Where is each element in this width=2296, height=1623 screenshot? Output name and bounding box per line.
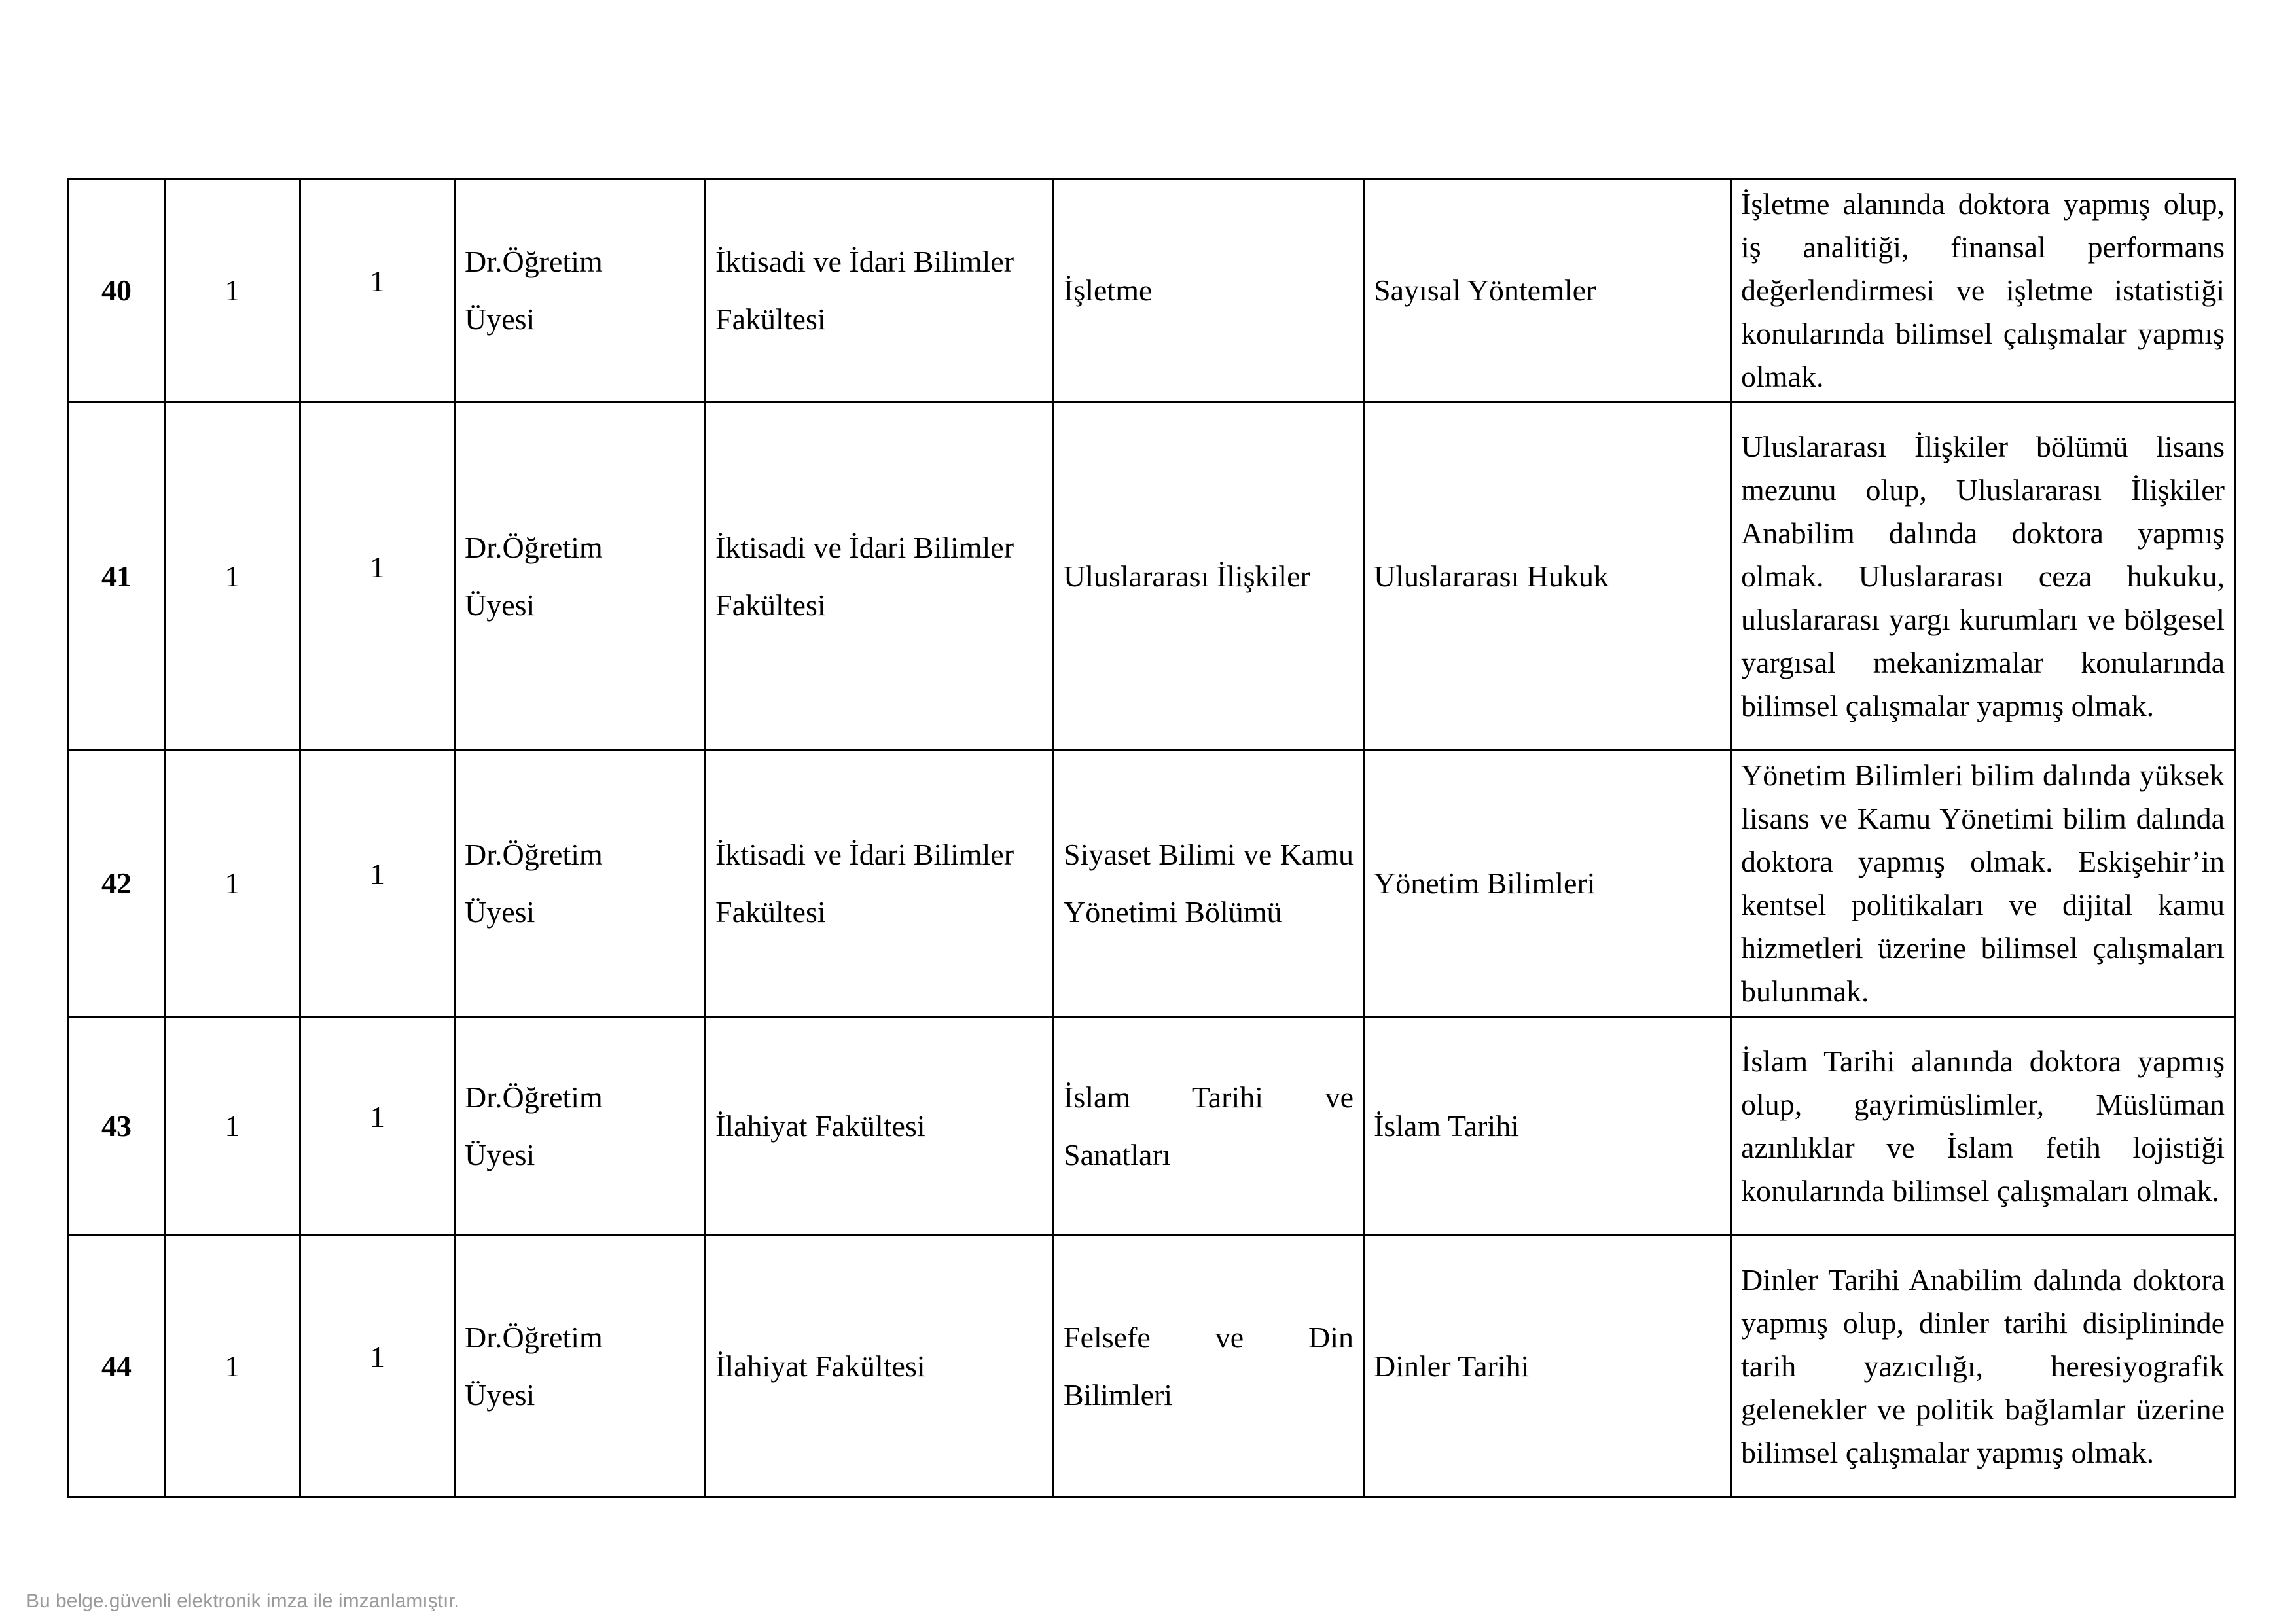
department-cell: Uluslararası İlişkiler bbox=[1054, 402, 1364, 751]
count-cell bbox=[300, 751, 455, 1017]
title-line: Üyesi bbox=[465, 302, 535, 336]
faculty-line: İktisadi ve İdari Bilimler bbox=[715, 838, 1014, 871]
faculty-line: Fakültesi bbox=[715, 895, 826, 929]
table-row bbox=[69, 1017, 2235, 1236]
title-line: Dr.Öğretim bbox=[465, 1320, 603, 1354]
title-line: Dr.Öğretim bbox=[465, 530, 603, 564]
requirement-cell: İşletme alanında doktora yapmış olup, iş analitiği, finansal performans değerlendirmesi ve işletme istatistiği konularında bilimsel çalışmalar yapmış olmak. bbox=[1731, 179, 2235, 402]
quota-value: 1 bbox=[224, 866, 240, 900]
count-value: 1 bbox=[370, 264, 385, 298]
table-row bbox=[69, 1236, 2235, 1497]
quota-cell bbox=[165, 402, 300, 751]
faculty-line: İktisadi ve İdari Bilimler bbox=[715, 530, 1014, 564]
row-number: 41 bbox=[69, 402, 165, 751]
title-line: Dr.Öğretim bbox=[465, 1080, 603, 1114]
faculty-cell bbox=[706, 751, 1054, 1017]
requirement-cell: İslam Tarihi alanında doktora yapmış olup, gayrimüslimler, Müslüman azınlıklar ve İslam fetih lojistiği konularında bilimsel çalışmaları olmak. bbox=[1731, 1017, 2235, 1236]
e-signature-footer: Bu belge.güvenli elektronik imza ile imzanlamıştır. bbox=[26, 1590, 459, 1612]
title-line: Dr.Öğretim bbox=[465, 838, 603, 871]
title-line: Üyesi bbox=[465, 895, 535, 929]
field-cell: Dinler Tarihi bbox=[1364, 1236, 1731, 1497]
title-cell bbox=[455, 402, 706, 751]
table-row bbox=[69, 402, 2235, 751]
requirement-cell: Yönetim Bilimleri bilim dalında yüksek lisans ve Kamu Yönetimi bilim dalında doktora yapmış olmak. Eskişehir’in kentsel politikaları ve dijital kamu hizmetleri üzerine bilimsel çalışmaları bulunmak. bbox=[1731, 751, 2235, 1017]
department-cell: İslam Tarihi ve Sanatları bbox=[1054, 1017, 1364, 1236]
quota-cell bbox=[165, 1236, 300, 1497]
faculty-cell: İlahiyat Fakültesi bbox=[706, 1017, 1054, 1236]
requirement-cell: Dinler Tarihi Anabilim dalında doktora yapmış olup, dinler tarihi disiplininde tarih yazıcılığı, heresiyografik gelenekler ve politik bağlamlar üzerine bilimsel çalışmalar yapmış olmak. bbox=[1731, 1236, 2235, 1497]
count-cell bbox=[300, 179, 455, 402]
department-cell: Siyaset Bilimi ve Kamu Yönetimi Bölümü bbox=[1054, 751, 1364, 1017]
faculty-line: İktisadi ve İdari Bilimler bbox=[715, 245, 1014, 278]
title-cell bbox=[455, 751, 706, 1017]
title-line: Dr.Öğretim bbox=[465, 245, 603, 278]
quota-value: 1 bbox=[224, 1349, 240, 1383]
quota-value: 1 bbox=[224, 274, 240, 307]
quota-cell bbox=[165, 1017, 300, 1236]
department-cell: Felsefe ve Din Bilimleri bbox=[1054, 1236, 1364, 1497]
count-cell bbox=[300, 402, 455, 751]
position-table bbox=[67, 178, 2236, 1498]
faculty-line: Fakültesi bbox=[715, 302, 826, 336]
count-cell bbox=[300, 1236, 455, 1497]
table-row bbox=[69, 751, 2235, 1017]
title-line: Üyesi bbox=[465, 1137, 535, 1171]
faculty-cell: İlahiyat Fakültesi bbox=[706, 1236, 1054, 1497]
quota-value: 1 bbox=[224, 559, 240, 593]
row-number: 40 bbox=[69, 179, 165, 402]
faculty-cell bbox=[706, 402, 1054, 751]
title-line: Üyesi bbox=[465, 1378, 535, 1412]
faculty-line: Fakültesi bbox=[715, 588, 826, 622]
field-cell: Yönetim Bilimleri bbox=[1364, 751, 1731, 1017]
count-cell bbox=[300, 1017, 455, 1236]
title-cell bbox=[455, 179, 706, 402]
count-value: 1 bbox=[370, 1099, 385, 1133]
count-value: 1 bbox=[370, 857, 385, 891]
row-number: 44 bbox=[69, 1236, 165, 1497]
row-number: 42 bbox=[69, 751, 165, 1017]
requirement-cell: Uluslararası İlişkiler bölümü lisans mezunu olup, Uluslararası İlişkiler Anabilim dalında doktora yapmış olmak. Uluslararası ceza hukuku, uluslararası yargı kurumları ve bölgesel yargısal mekanizmalar konularında bilimsel çalışmalar yapmış olmak. bbox=[1731, 402, 2235, 751]
table-row bbox=[69, 179, 2235, 402]
quota-cell bbox=[165, 751, 300, 1017]
quota-value: 1 bbox=[224, 1109, 240, 1143]
field-cell: İslam Tarihi bbox=[1364, 1017, 1731, 1236]
field-cell: Uluslararası Hukuk bbox=[1364, 402, 1731, 751]
title-cell bbox=[455, 1017, 706, 1236]
count-value: 1 bbox=[370, 1340, 385, 1374]
quota-cell bbox=[165, 179, 300, 402]
department-cell: İşletme bbox=[1054, 179, 1364, 402]
faculty-cell bbox=[706, 179, 1054, 402]
title-line: Üyesi bbox=[465, 588, 535, 622]
count-value: 1 bbox=[370, 550, 385, 584]
row-number: 43 bbox=[69, 1017, 165, 1236]
field-cell: Sayısal Yöntemler bbox=[1364, 179, 1731, 402]
title-cell bbox=[455, 1236, 706, 1497]
